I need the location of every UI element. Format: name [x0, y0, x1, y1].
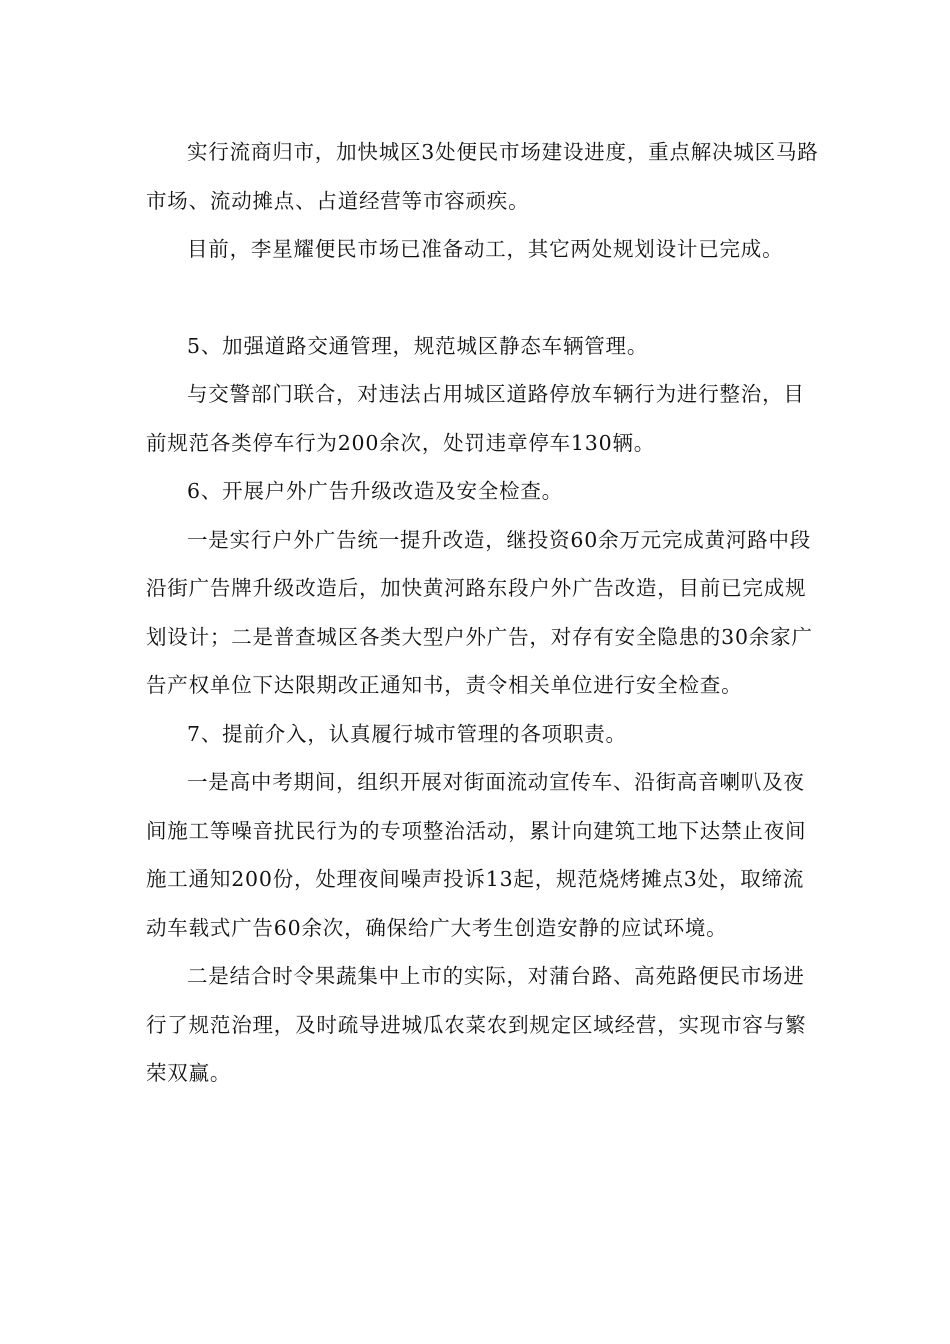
paragraph-exam-noise-control: 一是高中考期间，组织开展对街面流动宣传车、沿街高音喇叭及夜间施工等噪音扰民行为的专项整治活动，累计向建筑工地下达禁止夜间施工通知200份，处理夜间噪声投诉13起，规范烧烤摊点3处，取缔流动车载式广告60余次，确保给广大考生创造安静的应试环境。 [146, 770, 807, 940]
paragraph-produce-market: 二是结合时令果蔬集中上市的实际，对蒲台路、高苑路便民市场进行了规范治理，及时疏导进城瓜农菜农到规定区域经营，实现市容与繁荣双赢。 [146, 964, 807, 1085]
document-body [146, 128, 822, 1098]
paragraph-outdoor-advertising: 一是实行户外广告统一提升改造，继投资60余万元完成黄河路中段沿街广告牌升级改造后，加快黄河路东段户外广告改造，目前已完成规划设计；二是普查城区各类大型户外广告，对存有安全隐患的30余家广告产权单位下达限期改正通知书，责令相关单位进行安全检查。 [146, 527, 813, 697]
heading-city-duties: 7、提前介入，认真履行城市管理的各项职责。 [187, 721, 627, 746]
paragraph-spacer [146, 274, 822, 322]
heading-traffic-management: 5、加强道路交通管理，规范城区静态车辆管理。 [187, 333, 649, 358]
paragraph-market-progress: 目前，李星耀便民市场已准备动工，其它两处规划设计已完成。 [187, 237, 784, 261]
paragraph-traffic-management: 与交警部门联合，对违法占用城区道路停放车辆行为进行整治，目前规范各类停车行为200余次，处罚违章停车130辆。 [146, 382, 805, 455]
heading-outdoor-advertising: 6、开展户外广告升级改造及安全检查。 [187, 479, 563, 503]
paragraph-market-consolidation: 实行流商归市，加快城区3处便民市场建设进度，重点解决城区马路市场、流动摊点、占道经营等市容顽疾。 [146, 140, 819, 213]
